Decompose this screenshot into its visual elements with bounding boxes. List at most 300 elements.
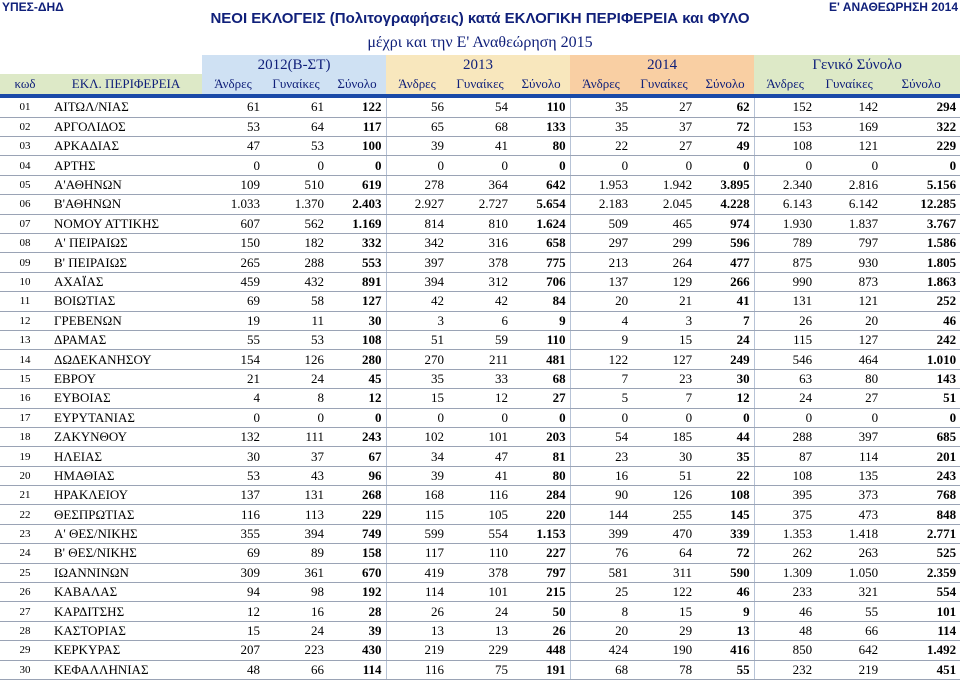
men-value-cell: 137 (570, 272, 632, 291)
men-value-cell: 39 (386, 466, 448, 485)
women-value-cell: 27 (632, 137, 696, 156)
women-value-cell: 797 (816, 234, 882, 253)
men-header-2014: Άνδρες (570, 74, 632, 93)
total-value-cell: 0 (328, 408, 386, 427)
men-value-cell: 12 (202, 602, 264, 621)
men-value-cell: 0 (386, 156, 448, 175)
region-name-cell: ΙΩΑΝΝΙΝΩΝ (50, 563, 202, 582)
men-value-cell: 278 (386, 175, 448, 194)
men-value-cell: 114 (386, 583, 448, 602)
men-value-cell: 90 (570, 486, 632, 505)
women-value-cell: 2.045 (632, 195, 696, 214)
total-value-cell: 192 (328, 583, 386, 602)
total-value-cell: 9 (512, 311, 570, 330)
men-value-cell: 68 (570, 660, 632, 679)
men-value-cell: 46 (754, 602, 816, 621)
women-value-cell: 223 (264, 641, 328, 660)
region-code-cell: 24 (0, 544, 50, 563)
table-row (0, 253, 960, 272)
region-name-cell: ΑΙΤΩΛ/ΝΙΑΣ (50, 98, 202, 117)
total-value-cell: 227 (512, 544, 570, 563)
men-value-cell: 116 (202, 505, 264, 524)
men-value-cell: 15 (202, 621, 264, 640)
women-value-cell: 810 (448, 214, 512, 233)
total-value-cell: 201 (882, 447, 960, 466)
women-value-cell: 101 (448, 583, 512, 602)
region-code-cell: 08 (0, 234, 50, 253)
men-value-cell: 8 (570, 602, 632, 621)
women-value-cell: 42 (448, 292, 512, 311)
total-value-cell: 590 (696, 563, 754, 582)
men-value-cell: 21 (202, 369, 264, 388)
men-value-cell: 65 (386, 117, 448, 136)
men-value-cell: 0 (754, 408, 816, 427)
women-value-cell: 0 (632, 408, 696, 427)
men-header-total: Άνδρες (754, 74, 816, 93)
total-value-cell: 243 (328, 427, 386, 446)
total-value-cell: 670 (328, 563, 386, 582)
women-value-cell: 41 (448, 466, 512, 485)
total-value-cell: 35 (696, 447, 754, 466)
total-value-cell: 1.169 (328, 214, 386, 233)
men-value-cell: 233 (754, 583, 816, 602)
men-value-cell: 0 (386, 408, 448, 427)
total-header-2013: Σύνολο (512, 74, 570, 93)
men-value-cell: 9 (570, 330, 632, 349)
women-value-cell: 54 (448, 98, 512, 117)
women-value-cell: 473 (816, 505, 882, 524)
women-value-cell: 64 (632, 544, 696, 563)
total-value-cell: 685 (882, 427, 960, 446)
men-value-cell: 168 (386, 486, 448, 505)
men-value-cell: 22 (570, 137, 632, 156)
women-value-cell: 2.727 (448, 195, 512, 214)
region-code-cell: 02 (0, 117, 50, 136)
table-row (0, 292, 960, 311)
region-name-cell: ΚΕΡΚΥΡΑΣ (50, 641, 202, 660)
women-value-cell: 397 (816, 427, 882, 446)
men-value-cell: 5 (570, 389, 632, 408)
women-header-2012: Γυναίκες (264, 74, 328, 93)
men-value-cell: 4 (202, 389, 264, 408)
men-value-cell: 419 (386, 563, 448, 582)
women-value-cell: 110 (448, 544, 512, 563)
total-value-cell: 448 (512, 641, 570, 660)
men-value-cell: 2.183 (570, 195, 632, 214)
total-value-cell: 430 (328, 641, 386, 660)
women-value-cell: 55 (816, 602, 882, 621)
report-title: ΝΕΟΙ ΕΚΛΟΓΕΙΣ (Πολιτογραφήσεις) κατά ΕΚΛΟΓΙΚΗ ΠΕΡΙΦΕΡΕΙΑ και ΦΥΛΟ (210, 10, 750, 27)
region-name-cell: Α'ΑΘΗΝΩΝ (50, 175, 202, 194)
women-value-cell: 24 (264, 369, 328, 388)
men-header-2012: Άνδρες (202, 74, 264, 93)
region-name-cell: Β' ΠΕΙΡΑΙΩΣ (50, 253, 202, 272)
men-value-cell: 1.930 (754, 214, 816, 233)
men-value-cell: 51 (386, 330, 448, 349)
women-value-cell: 361 (264, 563, 328, 582)
women-value-cell: 129 (632, 272, 696, 291)
men-value-cell: 424 (570, 641, 632, 660)
men-value-cell: 152 (754, 98, 816, 117)
women-value-cell: 873 (816, 272, 882, 291)
women-value-cell: 33 (448, 369, 512, 388)
region-code-cell: 18 (0, 427, 50, 446)
total-value-cell: 0 (696, 156, 754, 175)
region-code-cell: 16 (0, 389, 50, 408)
total-value-cell: 481 (512, 350, 570, 369)
code-column-header: κωδ (0, 74, 50, 93)
men-value-cell: 63 (754, 369, 816, 388)
total-value-cell: 44 (696, 427, 754, 446)
men-value-cell: 115 (386, 505, 448, 524)
total-value-cell: 3.895 (696, 175, 754, 194)
region-column-header: ΕΚΛ. ΠΕΡΙΦΕΡΕΙΑ (50, 74, 202, 93)
women-value-cell: 41 (448, 137, 512, 156)
report-subtitle: μέχρι και την Ε' Αναθεώρηση 2015 (367, 34, 593, 51)
men-value-cell: 53 (202, 117, 264, 136)
men-value-cell: 6.143 (754, 195, 816, 214)
men-value-cell: 19 (202, 311, 264, 330)
total-value-cell: 553 (328, 253, 386, 272)
region-name-cell: ΖΑΚΥΝΘΟΥ (50, 427, 202, 446)
group-2014-header: 2014 (570, 55, 754, 74)
table-row (0, 137, 960, 156)
men-value-cell: 55 (202, 330, 264, 349)
total-value-cell: 110 (512, 98, 570, 117)
total-value-cell: 51 (882, 389, 960, 408)
men-value-cell: 3 (386, 311, 448, 330)
men-value-cell: 309 (202, 563, 264, 582)
total-value-cell: 80 (512, 466, 570, 485)
men-value-cell: 56 (386, 98, 448, 117)
women-value-cell: 470 (632, 524, 696, 543)
table-row (0, 311, 960, 330)
total-header-2014: Σύνολο (696, 74, 754, 93)
table-row (0, 156, 960, 175)
total-value-cell: 143 (882, 369, 960, 388)
women-value-cell: 47 (448, 447, 512, 466)
women-value-cell: 378 (448, 563, 512, 582)
men-value-cell: 13 (386, 621, 448, 640)
total-value-cell: 451 (882, 660, 960, 679)
total-value-cell: 203 (512, 427, 570, 446)
men-value-cell: 1.953 (570, 175, 632, 194)
total-value-cell: 266 (696, 272, 754, 291)
men-value-cell: 24 (754, 389, 816, 408)
region-name-cell: ΚΑΒΑΛΑΣ (50, 583, 202, 602)
women-value-cell: 135 (816, 466, 882, 485)
total-value-cell: 974 (696, 214, 754, 233)
women-value-cell: 127 (816, 330, 882, 349)
women-value-cell: 24 (264, 621, 328, 640)
women-value-cell: 263 (816, 544, 882, 563)
region-code-cell: 23 (0, 524, 50, 543)
women-value-cell: 0 (816, 156, 882, 175)
total-value-cell: 12 (328, 389, 386, 408)
women-value-cell: 190 (632, 641, 696, 660)
women-value-cell: 465 (632, 214, 696, 233)
total-value-cell: 72 (696, 544, 754, 563)
women-value-cell: 23 (632, 369, 696, 388)
region-code-cell: 25 (0, 563, 50, 582)
total-value-cell: 2.359 (882, 563, 960, 582)
women-value-cell: 6 (448, 311, 512, 330)
total-value-cell: 101 (882, 602, 960, 621)
table-row (0, 505, 960, 524)
total-value-cell: 252 (882, 292, 960, 311)
table-row (0, 660, 960, 679)
women-value-cell: 126 (264, 350, 328, 369)
agency-tag: ΥΠΕΣ-ΔΗΔ (2, 0, 64, 14)
region-name-cell: Β'ΑΘΗΝΩΝ (50, 195, 202, 214)
blank-cell (50, 55, 202, 74)
women-value-cell: 316 (448, 234, 512, 253)
women-value-cell: 8 (264, 389, 328, 408)
region-name-cell: Β' ΘΕΣ/ΝΙΚΗΣ (50, 544, 202, 563)
women-value-cell: 255 (632, 505, 696, 524)
women-value-cell: 101 (448, 427, 512, 446)
table-row (0, 524, 960, 543)
table-row (0, 330, 960, 349)
women-value-cell: 142 (816, 98, 882, 117)
region-code-cell: 29 (0, 641, 50, 660)
women-value-cell: 16 (264, 602, 328, 621)
women-value-cell: 510 (264, 175, 328, 194)
men-value-cell: 76 (570, 544, 632, 563)
total-value-cell: 243 (882, 466, 960, 485)
total-value-cell: 775 (512, 253, 570, 272)
men-value-cell: 265 (202, 253, 264, 272)
women-value-cell: 131 (264, 486, 328, 505)
women-value-cell: 0 (632, 156, 696, 175)
women-value-cell: 53 (264, 330, 328, 349)
total-value-cell: 12.285 (882, 195, 960, 214)
total-value-cell: 477 (696, 253, 754, 272)
women-value-cell: 0 (264, 156, 328, 175)
region-code-cell: 11 (0, 292, 50, 311)
men-value-cell: 48 (754, 621, 816, 640)
region-name-cell: ΗΜΑΘΙΑΣ (50, 466, 202, 485)
women-value-cell: 394 (264, 524, 328, 543)
women-value-cell: 24 (448, 602, 512, 621)
women-value-cell: 11 (264, 311, 328, 330)
total-value-cell: 114 (882, 621, 960, 640)
men-header-2013: Άνδρες (386, 74, 448, 93)
total-value-cell: 145 (696, 505, 754, 524)
region-code-cell: 09 (0, 253, 50, 272)
total-value-cell: 554 (882, 583, 960, 602)
women-value-cell: 169 (816, 117, 882, 136)
table-row (0, 544, 960, 563)
women-value-cell: 299 (632, 234, 696, 253)
women-value-cell: 127 (632, 350, 696, 369)
women-value-cell: 15 (632, 602, 696, 621)
women-value-cell: 373 (816, 486, 882, 505)
men-value-cell: 69 (202, 292, 264, 311)
men-value-cell: 1.033 (202, 195, 264, 214)
total-value-cell: 24 (696, 330, 754, 349)
men-value-cell: 69 (202, 544, 264, 563)
total-value-cell: 1.624 (512, 214, 570, 233)
men-value-cell: 0 (570, 156, 632, 175)
men-value-cell: 42 (386, 292, 448, 311)
men-value-cell: 397 (386, 253, 448, 272)
women-value-cell: 6.142 (816, 195, 882, 214)
table-row (0, 563, 960, 582)
region-name-cell: ΑΡΓΟΛΙΔΟΣ (50, 117, 202, 136)
table-row (0, 621, 960, 640)
men-value-cell: 789 (754, 234, 816, 253)
men-value-cell: 394 (386, 272, 448, 291)
women-value-cell: 68 (448, 117, 512, 136)
men-value-cell: 153 (754, 117, 816, 136)
total-value-cell: 108 (328, 330, 386, 349)
total-value-cell: 72 (696, 117, 754, 136)
women-value-cell: 3 (632, 311, 696, 330)
total-value-cell: 110 (512, 330, 570, 349)
women-value-cell: 21 (632, 292, 696, 311)
men-value-cell: 94 (202, 583, 264, 602)
women-value-cell: 2.816 (816, 175, 882, 194)
total-value-cell: 768 (882, 486, 960, 505)
women-value-cell: 105 (448, 505, 512, 524)
region-name-cell: ΑΧΑΪΑΣ (50, 272, 202, 291)
men-value-cell: 35 (570, 117, 632, 136)
women-value-cell: 66 (816, 621, 882, 640)
women-value-cell: 111 (264, 427, 328, 446)
region-code-cell: 03 (0, 137, 50, 156)
total-value-cell: 0 (328, 156, 386, 175)
men-value-cell: 262 (754, 544, 816, 563)
total-value-cell: 84 (512, 292, 570, 311)
women-value-cell: 229 (448, 641, 512, 660)
total-value-cell: 220 (512, 505, 570, 524)
group-2012-header: 2012(Β-ΣΤ) (202, 55, 386, 74)
region-code-cell: 17 (0, 408, 50, 427)
region-code-cell: 15 (0, 369, 50, 388)
region-name-cell: ΕΒΡΟΥ (50, 369, 202, 388)
men-value-cell: 219 (386, 641, 448, 660)
region-code-cell: 30 (0, 660, 50, 679)
women-value-cell: 121 (816, 292, 882, 311)
total-value-cell: 0 (512, 408, 570, 427)
total-value-cell: 46 (882, 311, 960, 330)
men-value-cell: 0 (754, 156, 816, 175)
total-value-cell: 41 (696, 292, 754, 311)
women-value-cell: 1.370 (264, 195, 328, 214)
total-value-cell: 848 (882, 505, 960, 524)
total-value-cell: 0 (512, 156, 570, 175)
men-value-cell: 109 (202, 175, 264, 194)
men-value-cell: 814 (386, 214, 448, 233)
table-row (0, 408, 960, 427)
total-value-cell: 3.767 (882, 214, 960, 233)
women-value-cell: 7 (632, 389, 696, 408)
total-value-cell: 596 (696, 234, 754, 253)
women-value-cell: 1.418 (816, 524, 882, 543)
women-value-cell: 321 (816, 583, 882, 602)
total-value-cell: 1.492 (882, 641, 960, 660)
region-name-cell: ΔΡΑΜΑΣ (50, 330, 202, 349)
table-row (0, 175, 960, 194)
region-name-cell: ΔΩΔΕΚΑΝΗΣΟΥ (50, 350, 202, 369)
total-value-cell: 1.863 (882, 272, 960, 291)
total-value-cell: 68 (512, 369, 570, 388)
men-value-cell: 375 (754, 505, 816, 524)
women-value-cell: 58 (264, 292, 328, 311)
women-value-cell: 78 (632, 660, 696, 679)
women-value-cell: 311 (632, 563, 696, 582)
table-row (0, 369, 960, 388)
total-value-cell: 0 (882, 408, 960, 427)
women-value-cell: 113 (264, 505, 328, 524)
total-value-cell: 4.228 (696, 195, 754, 214)
total-value-cell: 242 (882, 330, 960, 349)
total-value-cell: 13 (696, 621, 754, 640)
men-value-cell: 20 (570, 292, 632, 311)
total-value-cell: 0 (882, 156, 960, 175)
region-code-cell: 14 (0, 350, 50, 369)
women-value-cell: 464 (816, 350, 882, 369)
women-value-cell: 432 (264, 272, 328, 291)
region-name-cell: ΕΥΒΟΙΑΣ (50, 389, 202, 408)
men-value-cell: 4 (570, 311, 632, 330)
men-value-cell: 0 (202, 408, 264, 427)
women-value-cell: 126 (632, 486, 696, 505)
year-group-header-row (0, 55, 960, 74)
total-value-cell: 229 (882, 137, 960, 156)
total-value-cell: 5.156 (882, 175, 960, 194)
men-value-cell: 270 (386, 350, 448, 369)
total-header-2012: Σύνολο (328, 74, 386, 93)
men-value-cell: 509 (570, 214, 632, 233)
total-value-cell: 108 (696, 486, 754, 505)
men-value-cell: 150 (202, 234, 264, 253)
women-value-cell: 312 (448, 272, 512, 291)
men-value-cell: 53 (202, 466, 264, 485)
women-value-cell: 51 (632, 466, 696, 485)
men-value-cell: 26 (754, 311, 816, 330)
total-value-cell: 416 (696, 641, 754, 660)
total-value-cell: 1.586 (882, 234, 960, 253)
total-value-cell: 339 (696, 524, 754, 543)
men-value-cell: 2.927 (386, 195, 448, 214)
men-value-cell: 47 (202, 137, 264, 156)
men-value-cell: 16 (570, 466, 632, 485)
men-value-cell: 990 (754, 272, 816, 291)
men-value-cell: 48 (202, 660, 264, 679)
total-value-cell: 1.805 (882, 253, 960, 272)
women-value-cell: 59 (448, 330, 512, 349)
women-value-cell: 0 (448, 156, 512, 175)
region-name-cell: Α' ΘΕΣ/ΝΙΚΗΣ (50, 524, 202, 543)
men-value-cell: 116 (386, 660, 448, 679)
men-value-cell: 7 (570, 369, 632, 388)
total-value-cell: 5.654 (512, 195, 570, 214)
total-value-cell: 280 (328, 350, 386, 369)
region-code-cell: 22 (0, 505, 50, 524)
men-value-cell: 395 (754, 486, 816, 505)
region-name-cell: ΚΑΡΔΙΤΣΗΣ (50, 602, 202, 621)
total-value-cell: 96 (328, 466, 386, 485)
women-value-cell: 116 (448, 486, 512, 505)
table-row (0, 466, 960, 485)
total-value-cell: 2.403 (328, 195, 386, 214)
men-value-cell: 39 (386, 137, 448, 156)
total-value-cell: 122 (328, 98, 386, 117)
men-value-cell: 26 (386, 602, 448, 621)
total-value-cell: 215 (512, 583, 570, 602)
